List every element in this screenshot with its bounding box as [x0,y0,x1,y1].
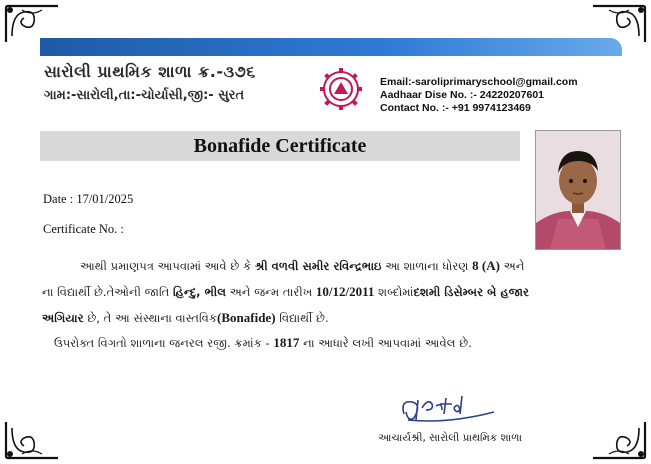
corner-ornament-icon [589,418,649,462]
certificate-title: Bonafide Certificate [193,135,367,157]
contact-block [380,76,578,115]
body-text: ના વિદ્યાર્થી છે.તેઓની જાતિ [42,285,170,299]
student-photo [535,130,621,250]
body-text: આથી પ્રમાણપત્ર આપવામાં આવે છે કે [80,259,252,273]
signatory-label: આચાર્યશ્રી, સારોલી પ્રાથમિક શાળા [378,432,522,444]
bonafide-word: (Bonafide) [217,310,276,325]
corner-ornament-icon [2,418,62,462]
body-text: છે, તે આ સંસ્થાના વાસ્તવિક [87,311,218,325]
body-text: ઉપરોક્ત વિગતો શાળાના જનરલ રજી. ક્રમાંક - [54,336,270,350]
dise-number: Aadhaar Dise No. :- 24220207601 [380,89,545,101]
contact-number: Contact No. :- +91 9974123469 [380,102,531,114]
dob-words: દશમી ડિસેમ્બર બે હજાર [413,285,530,299]
date-value: 17/01/2025 [76,192,134,206]
body-text: અને [503,259,525,273]
date-label: Date : [43,192,74,206]
body-line-2 [42,284,627,300]
date-row [43,192,133,207]
body-text: વિદ્યાર્થી છે. [279,311,329,325]
body-text: આ શાળાના ધોરણ [385,259,469,273]
school-name: સારોલી પ્રાથમિક શાળા ક્ર.-૩૭૬ [44,62,256,81]
email-text: Email:-saroliprimaryschool@gmail.com [380,76,578,88]
dob-value: 10/12/2011 [315,284,375,299]
school-header [44,62,256,103]
standard-value: 8 (A) [472,258,500,273]
header-band [40,38,622,56]
body-line-1 [42,258,627,274]
body-text: શબ્દોમાં [378,285,414,299]
student-name: શ્રી વળવી સમીર રવિન્દ્રભાઇ [254,259,382,273]
certificate-number-row [43,222,124,237]
certificate-number-label: Certificate No. : [43,222,124,236]
body-text: ના આધારે લખી આપવામાં આવેલ છે. [303,336,472,350]
school-logo-icon [312,66,370,112]
body-text: અને જન્મ તારીખ [229,285,313,299]
school-address: ગામ:-સારોલી,તા:-ચોર્યાસી,જી:- સુરત [44,88,245,103]
signature-icon [398,390,502,426]
gr-number: 1817 [273,335,300,350]
body-line-3 [42,310,627,326]
body-line-4 [42,335,627,351]
title-bar [40,131,520,161]
caste-value: હિન્દુ, ભીલ [173,285,226,299]
dob-words-cont: અગિયાર [42,311,84,325]
